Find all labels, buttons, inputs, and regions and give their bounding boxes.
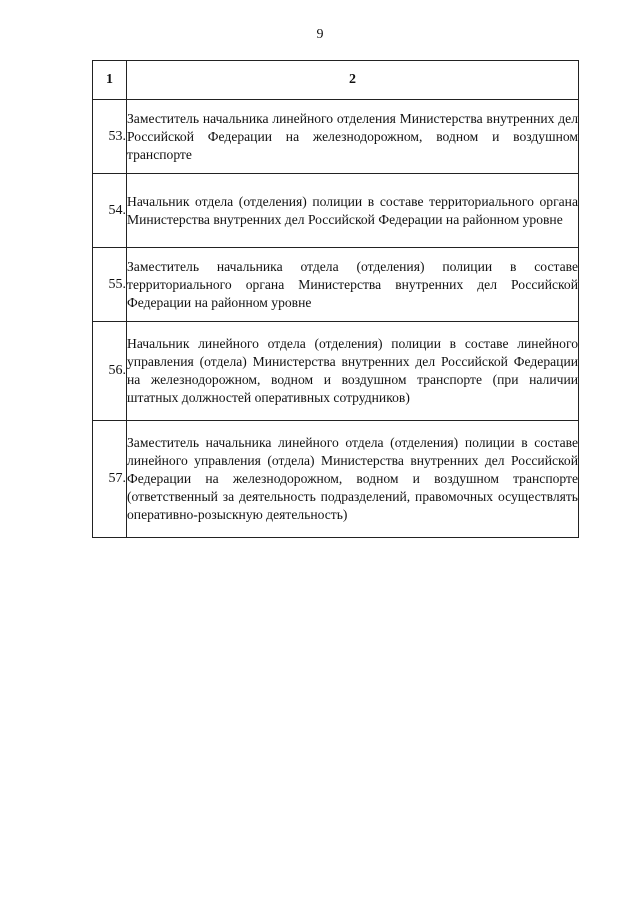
row-number: 54. bbox=[93, 174, 127, 248]
positions-table bbox=[92, 60, 579, 538]
row-position-text: Заместитель начальника линейного отдела (отделения) полиции в составе линейного управления (отдела) Министерства внутренних дел Российской Федерации на железнодорожном, водном и воздушном транспорте (ответственный за деятельность подразделений, правомочных осуществлять оперативно-розыскную деятельность) bbox=[127, 421, 579, 538]
row-position-text: Начальник отдела (отделения) полиции в составе территориального органа Министерства внутренних дел Российской Федерации на районном уровне bbox=[127, 174, 579, 248]
row-position-text: Заместитель начальника линейного отделения Министерства внутренних дел Российской Федерации на железнодорожном, водном и воздушном транспорте bbox=[127, 100, 579, 174]
table-row bbox=[93, 248, 579, 322]
row-number: 53. bbox=[93, 100, 127, 174]
row-number: 57. bbox=[93, 421, 127, 538]
page-number: 9 bbox=[316, 27, 324, 42]
table-row bbox=[93, 174, 579, 248]
table-row bbox=[93, 100, 579, 174]
table-row bbox=[93, 322, 579, 421]
row-position-text: Заместитель начальника отдела (отделения) полиции в составе территориального органа Министерства внутренних дел Российской Федерации на районном уровне bbox=[127, 248, 579, 322]
row-number: 56. bbox=[93, 322, 127, 421]
header-col-position: 2 bbox=[127, 61, 579, 100]
row-number: 55. bbox=[93, 248, 127, 322]
header-col-number: 1 bbox=[93, 61, 127, 100]
table-row bbox=[93, 421, 579, 538]
table-header-row bbox=[93, 61, 579, 100]
row-position-text: Начальник линейного отдела (отделения) полиции в составе линейного управления (отдела) Министерства внутренних дел Российской Федерации на железнодорожном, водном и воздушном транспорте (при наличии штатных должностей оперативных сотрудников) bbox=[127, 322, 579, 421]
